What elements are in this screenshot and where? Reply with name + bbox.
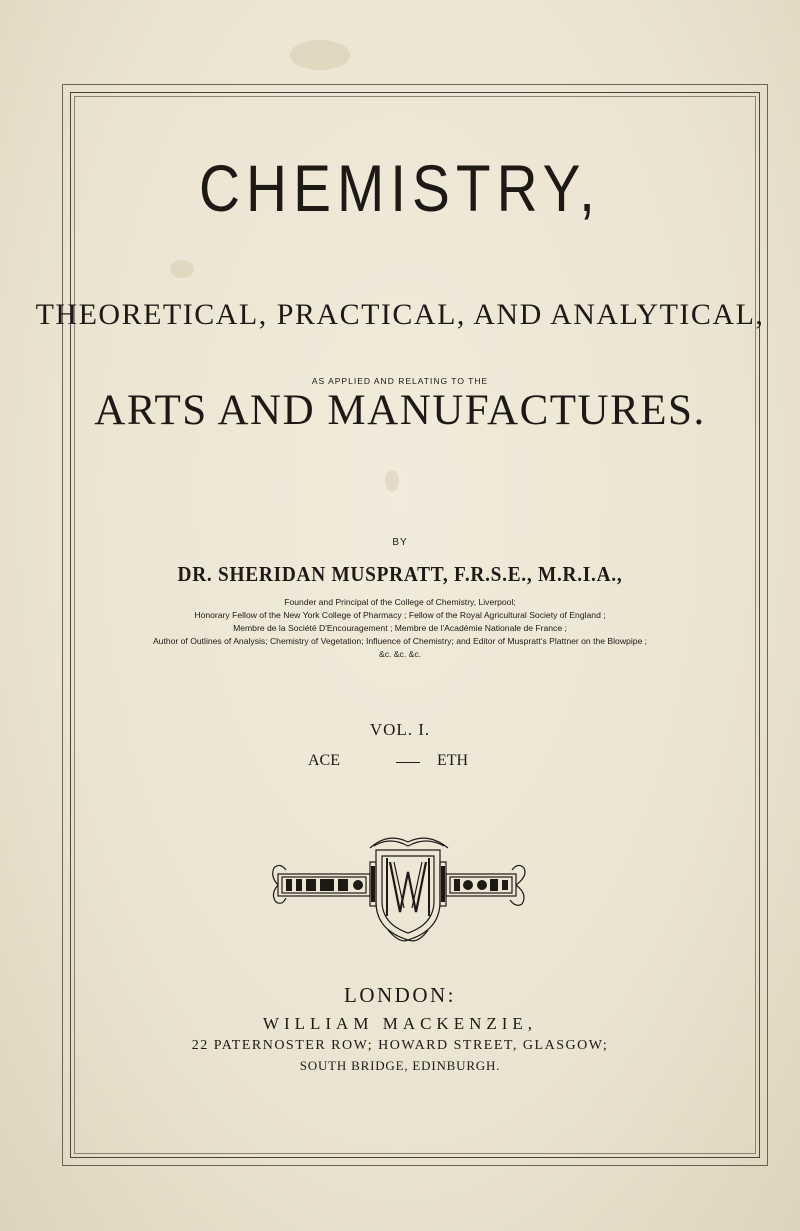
credential-line: Honorary Fellow of the New York College of Pharmacy ; Fellow of the Royal Agricultural Society of England ; [194, 610, 606, 620]
applied-line: AS APPLIED AND RELATING TO THE [311, 376, 489, 386]
credential-line: Author of Outlines of Analysis; Chemistry of Vegetation; Influence of Chemistry; and Editor of Muspratt's Plattner on the Blowpipe ; [152, 636, 648, 646]
subtitle: THEORETICAL, PRACTICAL, AND ANALYTICAL, [35, 298, 765, 331]
arts-title: ARTS AND MANUFACTURES. [94, 387, 706, 434]
by-line: BY [392, 537, 408, 548]
author-name: DR. SHERIDAN MUSPRATT, F.R.S.E., M.R.I.A., [177, 562, 623, 586]
volume-label: VOL. I. [369, 720, 431, 739]
range-from: ACE [308, 752, 340, 769]
volume-range [0, 752, 800, 774]
imprint-address: 22 PATERNOSTER ROW; HOWARD STREET, GLASGOW; [191, 1038, 609, 1053]
range-to: ETH [437, 752, 469, 769]
publisher-monogram-ornament [270, 832, 532, 944]
imprint-publisher: WILLIAM MACKENZIE, [262, 1014, 538, 1033]
range-dash [396, 762, 420, 763]
main-title: CHEMISTRY, [199, 151, 601, 225]
imprint-city: LONDON: [344, 983, 456, 1007]
credential-line: &c. &c. &c. [378, 649, 422, 659]
paper-stain [290, 40, 350, 70]
credential-line: Membre de la Société D'Encouragement ; Membre de l'Académie Nationale de France ; [233, 623, 567, 633]
imprint-address: SOUTH BRIDGE, EDINBURGH. [299, 1058, 501, 1073]
credential-line: Founder and Principal of the College of Chemistry, Liverpool; [284, 597, 516, 607]
